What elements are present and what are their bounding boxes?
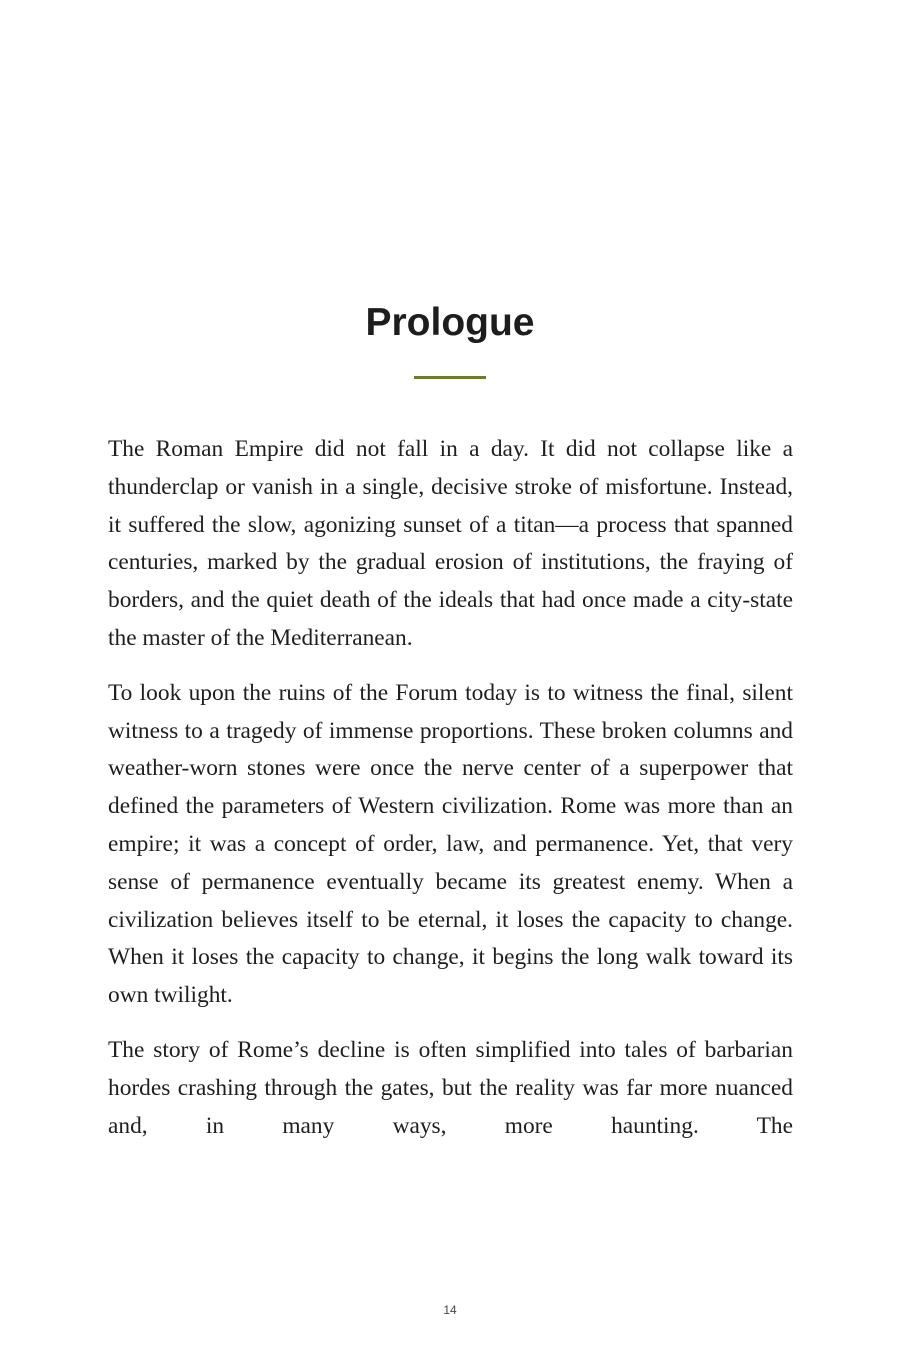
paragraph-2: To look upon the ruins of the Forum today is to witness the final, silent witness to a tragedy of immense proportions. These broken columns and weather-worn stones were once the nerve center of a superpower that defined the parameters of Western civilization. Rome was more than an empire; it was a concept of order, law, and permanence. Yet, that very sense of permanence eventually became its greatest enemy. When a civilization believes itself to be eternal, it loses the capacity to change. When it loses the capacity to change, it begins the long walk toward its own twilight.: [108, 679, 793, 1009]
chapter-title: Prologue: [365, 301, 535, 344]
chapter-body: [108, 431, 793, 1162]
page-number: 14: [443, 1303, 457, 1317]
title-divider: [414, 376, 486, 379]
paragraph-3: The story of Rome’s decline is often simplified into tales of barbarian hordes crashing through the gates, but the reality was far more nuanced and, in many ways, more haunting. The: [108, 1036, 793, 1139]
paragraph-1: The Roman Empire did not fall in a day. It did not collapse like a thunderclap or vanish in a single, decisive stroke of misfortune. Instead, it suffered the slow, agonizing sunset of a titan—a process that spanned centuries, marked by the gradual erosion of institutions, the fraying of borders, and the quiet death of the ideals that had once made a city-state the master of the Mediterranean.: [108, 436, 793, 651]
